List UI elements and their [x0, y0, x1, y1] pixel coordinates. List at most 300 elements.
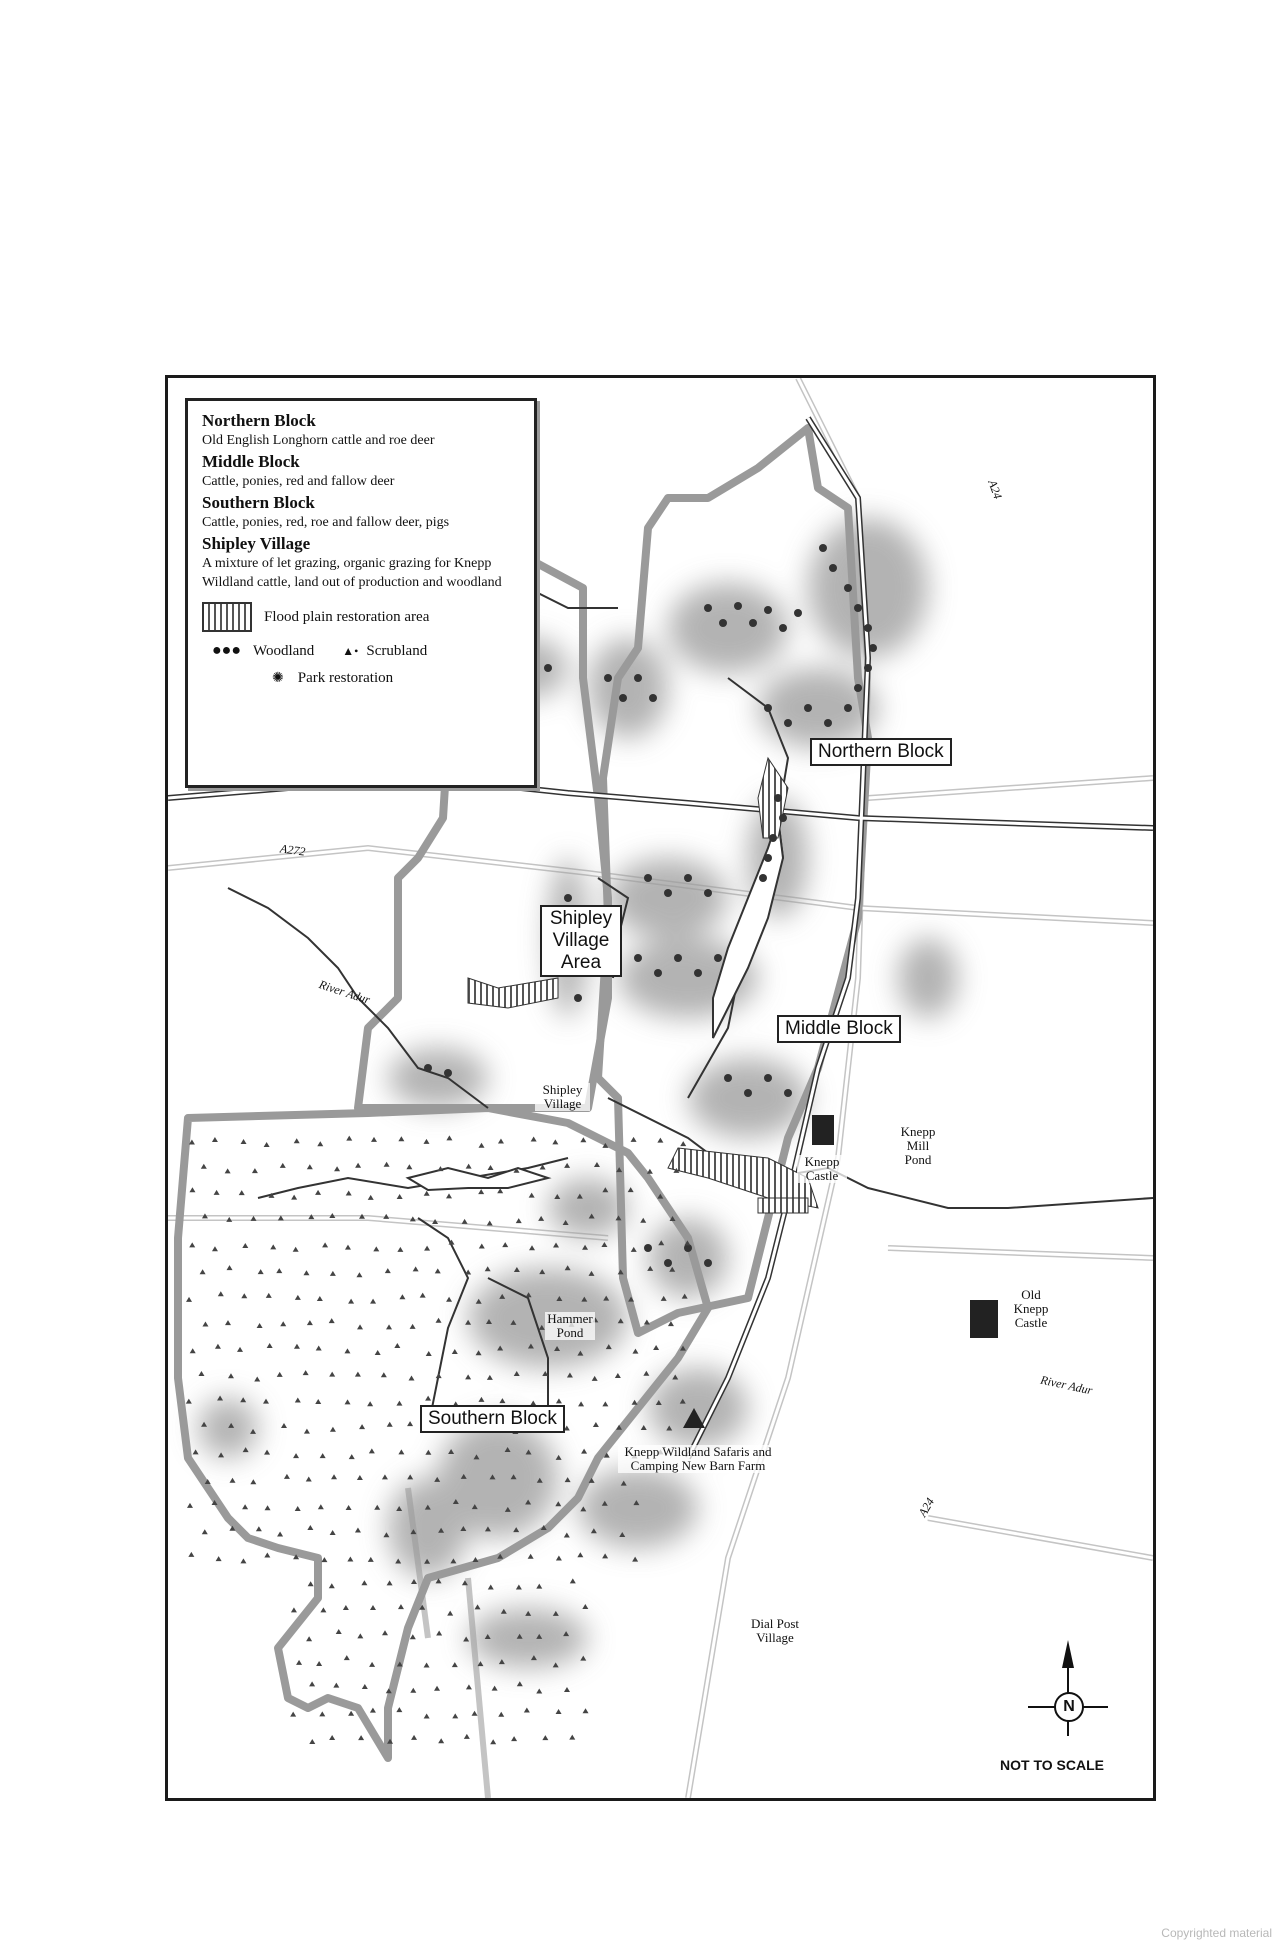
scrubland-mark — [307, 1164, 313, 1169]
scrubland-mark — [202, 1529, 208, 1534]
scrubland-mark — [499, 1398, 505, 1403]
scrubland-mark — [357, 1633, 363, 1638]
scrubland-mark — [330, 1271, 336, 1276]
scrubland-mark — [186, 1297, 192, 1302]
scrubland-mark — [368, 1557, 374, 1562]
scrubland-mark — [385, 1268, 391, 1273]
scrubland-mark — [488, 1165, 494, 1170]
scrubland-mark — [396, 1401, 402, 1406]
scrubland-mark — [498, 1139, 504, 1144]
scrubland-mark — [315, 1190, 321, 1195]
scrubland-mark — [476, 1350, 482, 1355]
scrubland-mark — [423, 1139, 429, 1144]
scrubland-mark — [475, 1604, 481, 1609]
scrubland-mark — [435, 1268, 441, 1273]
scrubland-mark — [334, 1166, 340, 1171]
legend-southern-title: Southern Block — [202, 493, 315, 512]
scrubland-mark — [294, 1344, 300, 1349]
scrubland-mark — [446, 1193, 452, 1198]
scrubland-mark — [242, 1243, 248, 1248]
scrubland-mark — [641, 1425, 647, 1430]
label-road-a24-south: A24 — [915, 1495, 938, 1520]
scrubland-mark — [632, 1557, 638, 1562]
scrubland-mark — [309, 1681, 315, 1686]
scrubland-mark — [479, 1143, 485, 1148]
scrubland-mark — [257, 1323, 263, 1328]
scrubland-mark — [277, 1532, 283, 1537]
scrubland-mark — [358, 1735, 364, 1740]
scrubland-mark — [631, 1137, 637, 1142]
scrubland-mark — [490, 1739, 496, 1744]
woodland-icon: ●●● — [212, 642, 241, 659]
scrubland-mark — [293, 1453, 299, 1458]
scrubland-mark — [215, 1344, 221, 1349]
scrubland-mark — [628, 1187, 634, 1192]
scrubland-mark — [479, 1243, 485, 1248]
scrubland-mark — [281, 1423, 287, 1428]
scrubland-mark — [343, 1605, 349, 1610]
scrubland-mark — [264, 1450, 270, 1455]
label-river-adur-east: River Adur — [1039, 1372, 1094, 1398]
scrubland-mark — [254, 1377, 260, 1382]
label-shipley-area: Shipley Village Area — [540, 905, 622, 977]
scrubland-mark — [436, 1318, 442, 1323]
legend-flood-label: Flood plain restoration area — [264, 608, 430, 625]
scrubland-mark — [291, 1195, 297, 1200]
scrubland-mark — [294, 1138, 300, 1143]
scrubland-mark — [556, 1556, 562, 1561]
scrubland-mark — [317, 1296, 323, 1301]
scrubland-mark — [464, 1734, 470, 1739]
scrubland-mark — [304, 1429, 310, 1434]
scrubland-mark — [536, 1584, 542, 1589]
scrubland-mark — [643, 1371, 649, 1376]
scrubland-mark — [632, 1349, 638, 1354]
scrubland-mark — [410, 1324, 416, 1329]
scrubland-mark — [357, 1324, 363, 1329]
scrubland-mark — [370, 1605, 376, 1610]
scrubland-mark — [472, 1557, 478, 1562]
scrubland-mark — [601, 1242, 607, 1247]
scrubland-mark — [369, 1448, 375, 1453]
scrubland-mark — [346, 1136, 352, 1141]
scrubland-mark — [266, 1293, 272, 1298]
label-old-knepp-castle: Old Knepp Castle — [1005, 1288, 1057, 1330]
scrubland-mark — [200, 1269, 206, 1274]
scrubland-mark — [386, 1324, 392, 1329]
scrubland-mark — [466, 1684, 472, 1689]
scrubland-mark — [661, 1296, 667, 1301]
legend-woodland-row — [202, 642, 520, 660]
scrubland-mark — [265, 1505, 271, 1510]
scrubland-mark — [240, 1558, 246, 1563]
scrubland-mark — [394, 1343, 400, 1348]
scrubland-mark — [407, 1421, 413, 1426]
scrubland-mark — [465, 1374, 471, 1379]
scrubland-mark — [237, 1347, 243, 1352]
scrubland-mark — [345, 1245, 351, 1250]
scrubland-mark — [198, 1371, 204, 1376]
scrubland-mark — [267, 1343, 273, 1348]
scrubland-mark — [567, 1372, 573, 1377]
scrubland-mark — [410, 1688, 416, 1693]
scrubland-mark — [330, 1530, 336, 1535]
legend-middle-title: Middle Block — [202, 452, 300, 471]
scrubland-mark — [472, 1711, 478, 1716]
scrubland-mark — [241, 1139, 247, 1144]
scrubland-mark — [344, 1655, 350, 1660]
old-castle-icon — [970, 1300, 998, 1338]
scrubland-mark — [434, 1686, 440, 1691]
not-to-scale: NOT TO SCALE — [1000, 1757, 1104, 1773]
scrubland-mark — [516, 1218, 522, 1223]
scrubland-mark — [582, 1604, 588, 1609]
scrubland-mark — [602, 1401, 608, 1406]
scrubland-mark — [565, 1477, 571, 1482]
scrubland-mark — [631, 1247, 637, 1252]
scrubland-mark — [424, 1246, 430, 1251]
scrubland-mark — [466, 1164, 472, 1169]
label-shipley-village: Shipley Village — [535, 1083, 590, 1111]
scrubland-mark — [361, 1580, 367, 1585]
scrubland-mark — [250, 1479, 256, 1484]
scrubland-mark — [212, 1137, 218, 1142]
scrubland-mark — [348, 1711, 354, 1716]
campsite-icon — [683, 1408, 705, 1428]
copyright-notice: Copyrighted material — [1161, 1926, 1272, 1940]
scrubland-mark — [398, 1449, 404, 1454]
scrubland-mark — [348, 1299, 354, 1304]
scrubland-mark — [345, 1399, 351, 1404]
scrubland-mark — [264, 1142, 270, 1147]
scrubland-mark — [296, 1660, 302, 1665]
scrubland-mark — [218, 1291, 224, 1296]
compass — [1028, 1640, 1108, 1740]
scrubland-mark — [347, 1557, 353, 1562]
scrubland-mark — [330, 1427, 336, 1432]
scrubland-mark — [280, 1163, 286, 1168]
scrubland-mark — [320, 1607, 326, 1612]
scrubland-mark — [295, 1506, 301, 1511]
scrubland-mark — [355, 1527, 361, 1532]
scrubland-mark — [565, 1265, 571, 1270]
scrubland-mark — [316, 1661, 322, 1666]
scrubland-icon: ▲• — [342, 643, 359, 658]
scrubland-mark — [580, 1137, 586, 1142]
scrubland-mark — [303, 1370, 309, 1375]
scrubland-mark — [329, 1735, 335, 1740]
scrubland-mark — [367, 1401, 373, 1406]
scrubland-mark — [240, 1397, 246, 1402]
scrubland-mark — [331, 1474, 337, 1479]
legend-northern-desc: Old English Longhorn cattle and roe deer — [202, 433, 435, 448]
scrubland-mark — [680, 1141, 686, 1146]
scrubland-mark — [362, 1684, 368, 1689]
scrubland-mark — [303, 1270, 309, 1275]
scrubland-mark — [241, 1293, 247, 1298]
legend-southern-desc: Cattle, ponies, red, roe and fallow deer, pigs — [202, 515, 450, 530]
scrubland-mark — [212, 1246, 218, 1251]
scrubland-mark — [452, 1713, 458, 1718]
scrubland-mark — [640, 1218, 646, 1223]
scrubland-mark — [516, 1584, 522, 1589]
castle-icon — [812, 1115, 834, 1145]
scrubland-mark — [308, 1581, 314, 1586]
scrubland-mark — [201, 1164, 207, 1169]
scrubland-mark — [190, 1348, 196, 1353]
scrubland-mark — [264, 1552, 270, 1557]
scrubland-mark — [425, 1450, 431, 1455]
scrubland-mark — [424, 1191, 430, 1196]
label-dial-post: Dial Post Village — [740, 1617, 810, 1645]
scrubland-mark — [336, 1629, 342, 1634]
legend-park-row — [202, 670, 520, 687]
scrubland-mark — [228, 1373, 234, 1378]
scrubland-mark — [657, 1138, 663, 1143]
scrubland-mark — [333, 1683, 339, 1688]
scrubland-mark — [217, 1396, 223, 1401]
scrubland-mark — [524, 1708, 530, 1713]
scrubland-mark — [528, 1554, 534, 1559]
scrubland-mark — [290, 1712, 296, 1717]
scrubland-mark — [202, 1322, 208, 1327]
legend-middle-desc: Cattle, ponies, red and fallow deer — [202, 474, 395, 489]
scrubland-mark — [373, 1246, 379, 1251]
scrubland-mark — [225, 1168, 231, 1173]
scrubland-mark — [263, 1399, 269, 1404]
scrubland-mark — [295, 1398, 301, 1403]
scrubland-mark — [398, 1136, 404, 1141]
scrubland-mark — [346, 1505, 352, 1510]
scrubland-mark — [511, 1736, 517, 1741]
label-road-a272: A272 — [279, 841, 307, 859]
scrubland-mark — [556, 1709, 562, 1714]
label-river-adur-west: River Adur — [317, 977, 372, 1007]
scrubland-mark — [514, 1371, 520, 1376]
scrubland-mark — [306, 1636, 312, 1641]
scrubland-mark — [318, 1504, 324, 1509]
scrubland-mark — [564, 1687, 570, 1692]
scrubland-mark — [594, 1162, 600, 1167]
scrubland-mark — [570, 1578, 576, 1583]
scrubland-mark — [193, 1449, 199, 1454]
scrubland-mark — [478, 1397, 484, 1402]
label-road-a24-north: A24 — [985, 477, 1006, 501]
legend-shipley-desc: A mixture of let grazing, organic grazing for Knepp Wildland cattle, land out of production and woodland — [202, 556, 502, 590]
knepp-mill-pond-shape — [713, 818, 783, 1038]
scrubland-mark — [309, 1739, 315, 1744]
scrubland-mark — [346, 1191, 352, 1196]
scrubland-mark — [239, 1190, 245, 1195]
scrubland-mark — [398, 1604, 404, 1609]
scrubland-mark — [374, 1505, 380, 1510]
scrubland-mark — [229, 1478, 235, 1483]
scrubland-mark — [498, 1712, 504, 1717]
scrubland-mark — [368, 1195, 374, 1200]
label-knepp-castle: Knepp Castle — [797, 1155, 847, 1183]
scrubland-mark — [410, 1634, 416, 1639]
map-legend — [185, 398, 537, 788]
scrubland-mark — [580, 1656, 586, 1661]
scrubland-mark — [517, 1681, 523, 1686]
scrubland-mark — [644, 1319, 650, 1324]
scrubland-mark — [293, 1247, 299, 1252]
scrubland-mark — [529, 1193, 535, 1198]
scrubland-mark — [186, 1399, 192, 1404]
scrubland-mark — [452, 1662, 458, 1667]
scrubland-mark — [329, 1318, 335, 1323]
label-middle-block: Middle Block — [777, 1015, 901, 1043]
scrubland-mark — [602, 1553, 608, 1558]
scrubland-mark — [556, 1398, 562, 1403]
scrubland-mark — [384, 1162, 390, 1167]
scrubland-mark — [256, 1526, 262, 1531]
scrubland-mark — [502, 1242, 508, 1247]
scrubland-mark — [316, 1345, 322, 1350]
scrubland-mark — [280, 1321, 286, 1326]
scrubland-mark — [307, 1525, 313, 1530]
flood-plain-swatch — [202, 602, 252, 632]
scrubland-mark — [315, 1399, 321, 1404]
scrubland-mark — [436, 1373, 442, 1378]
scrubland-mark — [578, 1401, 584, 1406]
label-safaris: Knepp Wildland Safaris and Camping New Barn Farm — [618, 1445, 778, 1473]
scrubland-mark — [446, 1135, 452, 1140]
scrubland-mark — [369, 1662, 375, 1667]
scrubland-mark — [438, 1738, 444, 1743]
scrubland-mark — [320, 1453, 326, 1458]
legend-shipley-title: Shipley Village — [202, 534, 311, 553]
scrubland-mark — [478, 1189, 484, 1194]
scrubland-mark — [581, 1449, 587, 1454]
scrubland-mark — [322, 1242, 328, 1247]
north-arrow-icon — [1062, 1640, 1074, 1668]
scrubland-mark — [408, 1376, 414, 1381]
scrubland-mark — [592, 1376, 598, 1381]
scrubland-mark — [349, 1454, 355, 1459]
scrubland-mark — [357, 1475, 363, 1480]
scrubland-mark — [647, 1169, 653, 1174]
scrubland-mark — [632, 1400, 638, 1405]
scrubland-mark — [406, 1164, 412, 1169]
scrubland-mark — [359, 1424, 365, 1429]
scrubland-mark — [531, 1137, 537, 1142]
scrubland-mark — [446, 1297, 452, 1302]
scrubland-mark — [216, 1556, 222, 1561]
scrubland-mark — [370, 1299, 376, 1304]
scrubland-mark — [344, 1348, 350, 1353]
scrubland-mark — [227, 1265, 233, 1270]
scrubland-mark — [424, 1714, 430, 1719]
scrubland-mark — [187, 1503, 193, 1508]
scrubland-mark — [553, 1243, 559, 1248]
label-southern-block: Southern Block — [420, 1405, 565, 1433]
scrubland-mark — [387, 1422, 393, 1427]
scrubland-mark — [593, 1422, 599, 1427]
scrubland-mark — [424, 1662, 430, 1667]
scrubland-mark — [321, 1557, 327, 1562]
scrubland-mark — [462, 1219, 468, 1224]
scrubland-mark — [536, 1688, 542, 1693]
scrubland-mark — [329, 1583, 335, 1588]
scrubland-mark — [399, 1294, 405, 1299]
scrubland-mark — [355, 1163, 361, 1168]
scrubland-mark — [396, 1707, 402, 1712]
scrubland-mark — [420, 1293, 426, 1298]
legend-northern-title: Northern Block — [202, 411, 316, 430]
scrubland-mark — [529, 1245, 535, 1250]
scrubland-mark — [492, 1686, 498, 1691]
scrubland-mark — [588, 1271, 594, 1276]
legend-park-label: Park restoration — [297, 670, 394, 686]
label-hammer-pond: Hammer Pond — [545, 1312, 595, 1340]
scrubland-mark — [397, 1194, 403, 1199]
scrubland-mark — [307, 1320, 313, 1325]
scrubland-mark — [189, 1187, 195, 1192]
scrubland-mark — [555, 1501, 561, 1506]
scrubland-mark — [426, 1351, 432, 1356]
hammer-pond-shape — [408, 1168, 548, 1190]
scrubland-mark — [329, 1372, 335, 1377]
scrubland-mark — [582, 1245, 588, 1250]
scrubland-mark — [387, 1580, 393, 1585]
scrubland-mark — [514, 1267, 520, 1272]
legend-scrubland-label: Scrubland — [366, 642, 428, 659]
legend-woodland-label: Woodland — [253, 642, 315, 659]
scrubland-mark — [447, 1611, 453, 1616]
legend-flood-row — [202, 602, 520, 632]
scrubland-mark — [258, 1269, 264, 1274]
compass-circle: N — [1054, 1692, 1084, 1722]
scrubland-mark — [569, 1735, 575, 1740]
scrubland-mark — [382, 1474, 388, 1479]
scrubland-mark — [564, 1163, 570, 1168]
scrubland-mark — [356, 1272, 362, 1277]
scrubland-mark — [407, 1474, 413, 1479]
scrubland-mark — [270, 1244, 276, 1249]
park-restoration-icon: ✺ — [272, 671, 284, 686]
scrubland-mark — [284, 1474, 290, 1479]
scrubland-mark — [583, 1708, 589, 1713]
scrubland-mark — [225, 1320, 231, 1325]
scrubland-mark — [413, 1266, 419, 1271]
scrubland-mark — [242, 1504, 248, 1509]
scrubland-mark — [615, 1373, 621, 1378]
scrubland-mark — [487, 1375, 493, 1380]
scrubland-mark — [577, 1552, 583, 1557]
scrubland-mark — [564, 1533, 570, 1538]
scrubland-mark — [485, 1266, 491, 1271]
scrubland-mark — [397, 1247, 403, 1252]
scrubland-mark — [291, 1607, 297, 1612]
scrubland-mark — [653, 1345, 659, 1350]
scrubland-mark — [452, 1349, 458, 1354]
scrubland-mark — [411, 1735, 417, 1740]
scrubland-mark — [381, 1372, 387, 1377]
label-knepp-mill-pond: Knepp Mill Pond — [893, 1125, 943, 1167]
scrubland-mark — [542, 1735, 548, 1740]
scrubland-mark — [189, 1242, 195, 1247]
scrubland-mark — [411, 1579, 417, 1584]
scrubland-mark — [355, 1372, 361, 1377]
scrubland-mark — [306, 1477, 312, 1482]
scrubland-mark — [556, 1455, 562, 1460]
scrubland-mark — [552, 1139, 558, 1144]
scrubland-mark — [370, 1708, 376, 1713]
scrubland-mark — [277, 1372, 283, 1377]
scrubland-mark — [188, 1552, 194, 1557]
scrubland-mark — [317, 1141, 323, 1146]
